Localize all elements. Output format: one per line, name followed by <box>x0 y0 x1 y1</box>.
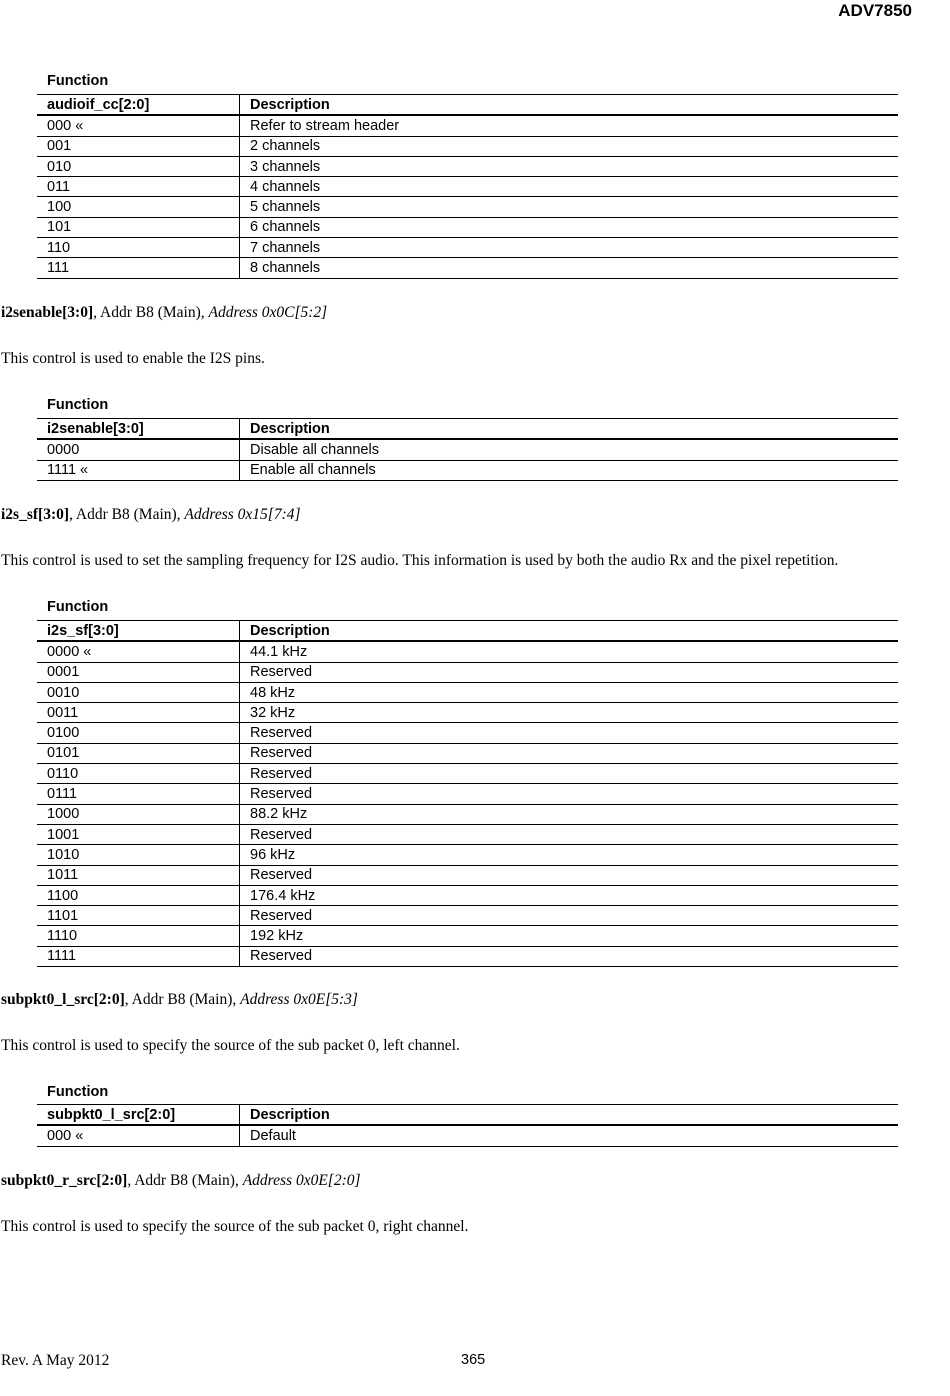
register-addr: , Addr B8 (Main), <box>127 1172 243 1189</box>
field-value: 0001 <box>37 662 240 682</box>
field-description: 44.1 kHz <box>240 641 899 662</box>
register-table-i2senable <box>37 418 898 481</box>
table-row <box>37 460 898 480</box>
field-description: Reserved <box>240 906 899 926</box>
field-description: Reserved <box>240 764 899 784</box>
field-value: 0101 <box>37 743 240 763</box>
field-description: Reserved <box>240 743 899 763</box>
table-header-field: subpkt0_l_src[2:0] <box>37 1105 240 1126</box>
field-description: 2 channels <box>240 136 899 156</box>
register-address: Address 0x15[7:4] <box>184 506 301 523</box>
field-description: Reserved <box>240 946 899 966</box>
register-heading-subpkt0-l-src <box>1 990 358 1010</box>
function-label: Function <box>47 599 109 615</box>
page-number: 365 <box>461 1352 486 1368</box>
register-address: Address 0x0E[2:0] <box>242 1172 361 1189</box>
field-value: 0110 <box>37 764 240 784</box>
field-value: 1111 <box>37 946 240 966</box>
table-header-field: i2senable[3:0] <box>37 419 240 440</box>
field-description: 8 channels <box>240 258 899 278</box>
field-value: 1111 « <box>37 460 240 480</box>
table-row <box>37 1125 898 1146</box>
field-value: 100 <box>37 197 240 217</box>
table-row <box>37 723 898 743</box>
field-value: 1011 <box>37 865 240 885</box>
field-value: 0100 <box>37 723 240 743</box>
field-value: 1101 <box>37 906 240 926</box>
table-row <box>37 885 898 905</box>
register-address: Address 0x0C[5:2] <box>208 304 328 321</box>
field-value: 0000 « <box>37 641 240 662</box>
field-value: 0000 <box>37 439 240 460</box>
field-value: 0111 <box>37 784 240 804</box>
table-row <box>37 845 898 865</box>
register-heading-i2s-sf <box>1 505 301 525</box>
table-row <box>37 703 898 723</box>
register-description: This control is used to set the sampling frequency for I2S audio. This information is used by both the audio Rx and the pixel repetition. <box>1 552 839 569</box>
field-description: Reserved <box>240 824 899 844</box>
field-description: Enable all channels <box>240 460 899 480</box>
field-value: 110 <box>37 238 240 258</box>
document-part-number: ADV7850 <box>838 1 912 20</box>
field-value: 1100 <box>37 885 240 905</box>
table-row <box>37 946 898 966</box>
field-description: 192 kHz <box>240 926 899 946</box>
field-description: 88.2 kHz <box>240 804 899 824</box>
register-name: subpkt0_r_src[2:0] <box>1 1172 128 1189</box>
register-description: This control is used to specify the source of the sub packet 0, left channel. <box>1 1037 460 1054</box>
field-value: 001 <box>37 136 240 156</box>
register-addr: , Addr B8 (Main), <box>93 304 209 321</box>
field-description: 4 channels <box>240 177 899 197</box>
table-row <box>37 217 898 237</box>
table-row <box>37 156 898 176</box>
register-table-i2s-sf <box>37 620 898 967</box>
field-value: 1000 <box>37 804 240 824</box>
register-heading-i2senable <box>1 303 327 323</box>
field-description: Disable all channels <box>240 439 899 460</box>
field-description: Reserved <box>240 865 899 885</box>
table-row <box>37 238 898 258</box>
table-header-description: Description <box>240 419 899 440</box>
table-row <box>37 926 898 946</box>
table-header-description: Description <box>240 95 899 116</box>
register-name: subpkt0_l_src[2:0] <box>1 991 125 1008</box>
field-value: 0010 <box>37 682 240 702</box>
table-row <box>37 136 898 156</box>
field-description: Refer to stream header <box>240 115 899 136</box>
field-value: 1001 <box>37 824 240 844</box>
table-row <box>37 865 898 885</box>
field-value: 000 « <box>37 115 240 136</box>
table-row <box>37 662 898 682</box>
table-row <box>37 824 898 844</box>
table-row <box>37 197 898 217</box>
field-description: 3 channels <box>240 156 899 176</box>
register-addr: , Addr B8 (Main), <box>124 991 241 1008</box>
footer-revision: Rev. A May 2012 <box>1 1352 110 1369</box>
field-description: Reserved <box>240 784 899 804</box>
field-value: 011 <box>37 177 240 197</box>
field-description: 7 channels <box>240 238 899 258</box>
register-address: Address 0x0E[5:3] <box>240 991 358 1008</box>
field-value: 0011 <box>37 703 240 723</box>
table-row <box>37 743 898 763</box>
table-row <box>37 115 898 136</box>
table-row <box>37 258 898 278</box>
register-table-audioif-cc <box>37 94 898 279</box>
field-description: 48 kHz <box>240 682 899 702</box>
field-value: 000 « <box>37 1125 240 1146</box>
table-row <box>37 641 898 662</box>
register-name: i2senable[3:0] <box>1 304 94 321</box>
field-description: Default <box>240 1125 899 1146</box>
register-heading-subpkt0-r-src <box>1 1171 361 1191</box>
table-row <box>37 764 898 784</box>
table-row <box>37 784 898 804</box>
field-value: 1110 <box>37 926 240 946</box>
register-description: This control is used to enable the I2S pins. <box>1 350 265 367</box>
field-description: 5 channels <box>240 197 899 217</box>
table-header-field: audioif_cc[2:0] <box>37 95 240 116</box>
table-row <box>37 906 898 926</box>
table-row <box>37 804 898 824</box>
function-label: Function <box>47 1084 109 1100</box>
field-value: 111 <box>37 258 240 278</box>
field-description: 6 channels <box>240 217 899 237</box>
field-value: 1010 <box>37 845 240 865</box>
table-header-description: Description <box>240 1105 899 1126</box>
field-description: 176.4 kHz <box>240 885 899 905</box>
field-description: 96 kHz <box>240 845 899 865</box>
register-name: i2s_sf[3:0] <box>1 506 70 523</box>
field-description: 32 kHz <box>240 703 899 723</box>
table-row <box>37 682 898 702</box>
table-header-description: Description <box>240 621 899 642</box>
function-label: Function <box>47 73 109 89</box>
table-row <box>37 439 898 460</box>
table-row <box>37 177 898 197</box>
field-value: 101 <box>37 217 240 237</box>
register-table-subpkt0-l-src <box>37 1104 898 1147</box>
field-description: Reserved <box>240 723 899 743</box>
table-header-field: i2s_sf[3:0] <box>37 621 240 642</box>
function-label: Function <box>47 397 109 413</box>
register-addr: , Addr B8 (Main), <box>69 506 185 523</box>
field-value: 010 <box>37 156 240 176</box>
register-description: This control is used to specify the source of the sub packet 0, right channel. <box>1 1218 469 1235</box>
field-description: Reserved <box>240 662 899 682</box>
